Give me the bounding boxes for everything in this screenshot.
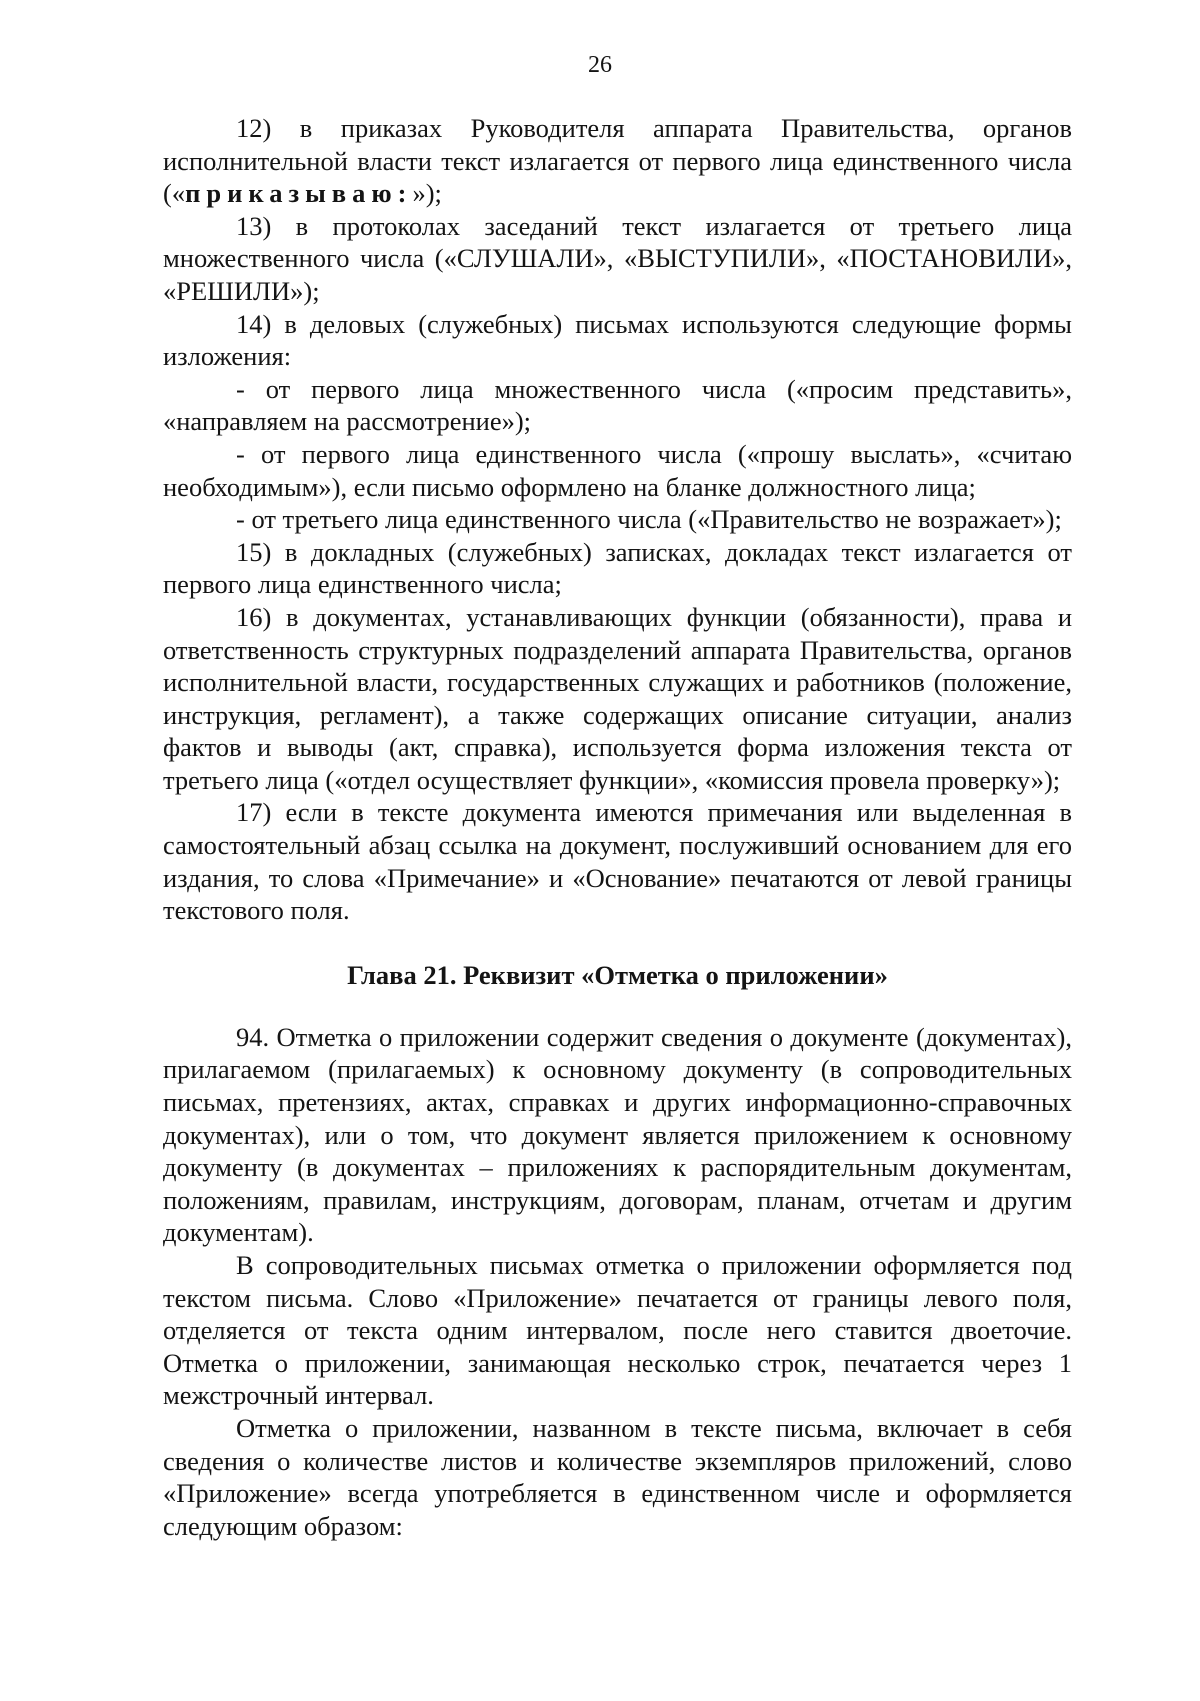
section-paragraph-94: 94. Отметка о приложении содержит сведения о документе (документах), прилагаемом (прилагаемых) к основному документу (в сопроводительных письмах, претензиях, актах, справках и других информационно-справочных документах), или о том, что документ является приложением к основному документу (в документах – приложениях к распорядительным документам, положениям, правилам, инструкциям, договорам, планам, отчетам и другим документам). bbox=[163, 1021, 1072, 1248]
list-item-13: 13) в протоколах заседаний текст излагается от третьего лица множественного числа («СЛУШАЛИ», «ВЫСТУПИЛИ», «ПОСТАНОВИЛИ», «РЕШИЛИ»); bbox=[163, 210, 1072, 306]
list-item-15: 15) в докладных (служебных) записках, докладах текст излагается от первого лица единственного числа; bbox=[163, 536, 1072, 600]
list-item-12-tail: »); bbox=[412, 178, 442, 209]
section-paragraph-cover-letters: В сопроводительных письмах отметка о приложении оформляется под текстом письма. Слово «Приложение» печатается от границы левого поля, отделяется от текста одним интервалом, после него ставится двоеточие. Отметка о приложении, занимающая несколько строк, печатается через 1 межстрочный интервал. bbox=[163, 1250, 1072, 1411]
list-item-12 bbox=[163, 112, 1072, 210]
list-item-12-text: 12) в приказах Руководителя аппарата Правительства, органов исполнительной власти текст излагается от первого лица единственного числа (« bbox=[163, 113, 1072, 209]
page-number: 26 bbox=[588, 52, 612, 78]
emphasized-word: приказываю: bbox=[185, 178, 413, 209]
list-item-14-first-plural: - от первого лица множественного числа («просим представить», «направляем на рассмотрение»); bbox=[163, 373, 1072, 437]
list-item-17: 17) если в тексте документа имеются примечания или выделенная в самостоятельный абзац ссылка на документ, послуживший основанием для его издания, то слова «Примечание» и «Основание» печатаются от левой границы текстового поля. bbox=[163, 797, 1072, 926]
list-item-14-third-singular: - от третьего лица единственного числа («Правительство не возражает»); bbox=[236, 504, 1062, 535]
section-paragraph-attachment-format: Отметка о приложении, названном в тексте письма, включает в себя сведения о количестве листов и количестве экземпляров приложений, слово «Приложение» всегда употребляется в единственном числе и оформляется следующим образом: bbox=[163, 1412, 1072, 1541]
chapter-title: Глава 21. Реквизит «Отметка о приложении» bbox=[347, 959, 888, 990]
document-body bbox=[163, 0, 1072, 1542]
list-item-16: 16) в документах, устанавливающих функции (обязанности), права и ответственность структурных подразделений аппарата Правительства, органов исполнительной власти, государственных служащих и работников (положение, инструкция, регламент), а также содержащих описание ситуации, анализ фактов и выводы (акт, справка), используется форма изложения текста от третьего лица («отдел осуществляет функции», «комиссия провела проверку»); bbox=[163, 601, 1072, 795]
list-item-14-first-singular: - от первого лица единственного числа («прошу выслать», «считаю необходимым»), если письмо оформлено на бланке должностного лица; bbox=[163, 438, 1072, 502]
list-item-14: 14) в деловых (служебных) письмах используются следующие формы изложения: bbox=[163, 308, 1072, 372]
